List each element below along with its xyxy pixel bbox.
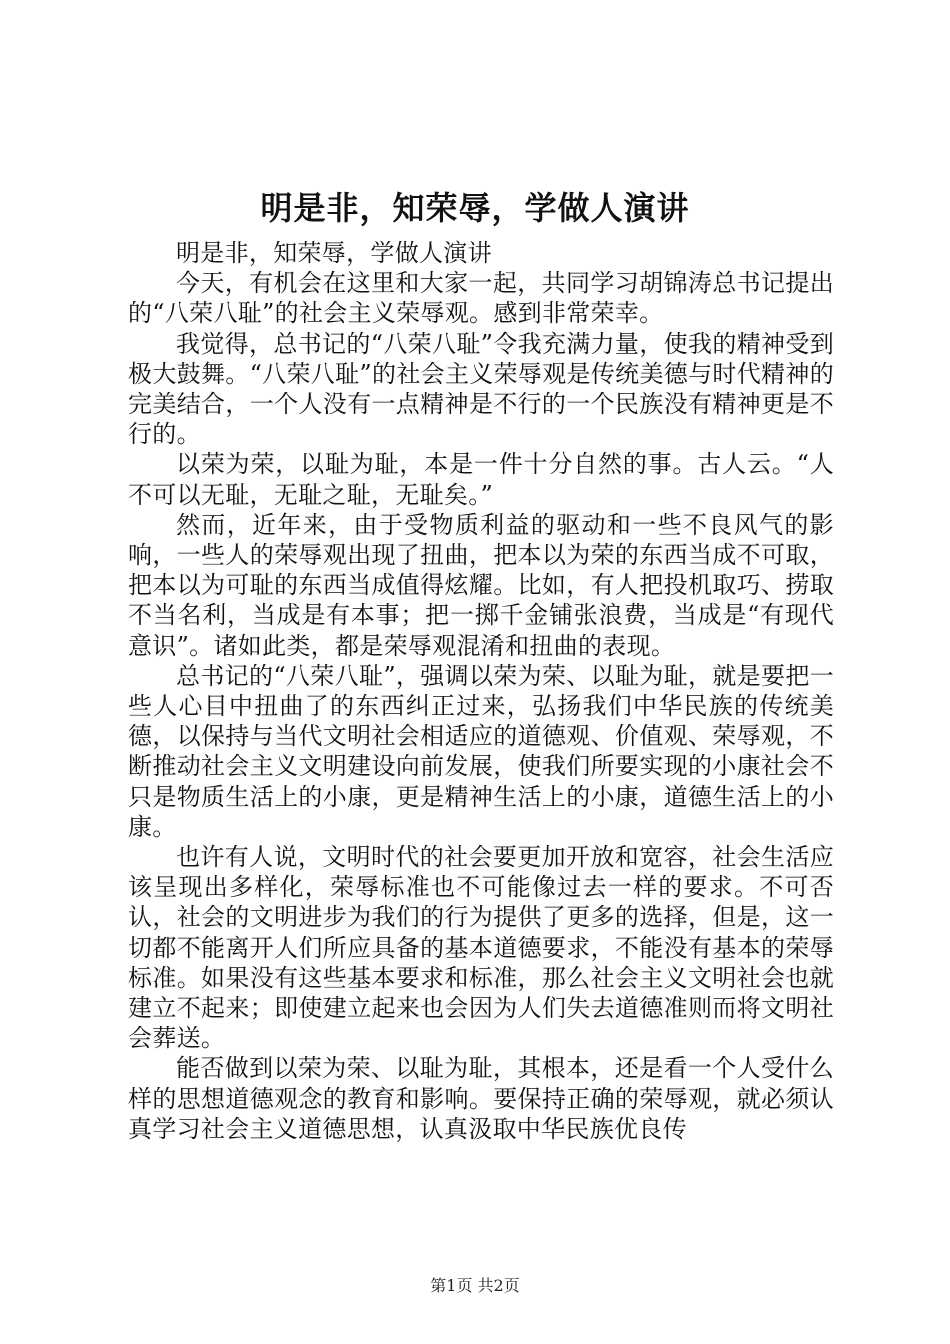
paragraph: 然而，近年来，由于受物质利益的驱动和一些不良风气的影响，一些人的荣辱观出现了扭曲，把本以为荣的东西当成不可取，把本以为可耻的东西当成值得炫耀。比如，有人把投机取巧、捞取不当名利，当成是有本事；把一掷千金铺张浪费，当成是“有现代意识”。诸如此类，都是荣辱观混淆和扭曲的表现。 [128,510,834,660]
paragraph: 能否做到以荣为荣、以耻为耻，其根本，还是看一个人受什么样的思想道德观念的教育和影响。要保持正确的荣辱观，就必须认真学习社会主义道德思想，认真汲取中华民族优良传 [128,1054,834,1143]
paragraph: 也许有人说，文明时代的社会要更加开放和宽容，社会生活应该呈现出多样化，荣辱标准也不可能像过去一样的要求。不可否认，社会的文明进步为我们的行为提供了更多的选择，但是，这一切都不能离开人们所应具备的基本道德要求，不能没有基本的荣辱标准。如果没有这些基本要求和标准，那么社会主义文明社会也就建立不起来；即使建立起来也会因为人们失去道德准则而将文明社会葬送。 [128,843,834,1053]
paragraph: 以荣为荣，以耻为耻，本是一件十分自然的事。古人云。“人不可以无耻，无耻之耻，无耻矣。” [128,450,834,509]
document-title: 明是非，知荣辱，学做人演讲 [260,189,690,227]
page-number-footer: 第1页 共2页 [430,1276,520,1295]
document-body [128,238,834,1144]
paragraph: 今天，有机会在这里和大家一起，共同学习胡锦涛总书记提出的“八荣八耻”的社会主义荣辱观。感到非常荣幸。 [128,269,834,328]
paragraph: 我觉得，总书记的“八荣八耻”令我充满力量，使我的精神受到极大鼓舞。“八荣八耻”的社会主义荣辱观是传统美德与时代精神的完美结合，一个人没有一点精神是不行的一个民族没有精神更是不行的。 [128,329,834,449]
paragraph: 总书记的“八荣八耻”，强调以荣为荣、以耻为耻，就是要把一些人心目中扭曲了的东西纠正过来，弘扬我们中华民族的传统美德，以保持与当代文明社会相适应的道德观、价值观、荣辱观，不断推动社会主义文明建设向前发展，使我们所要实现的小康社会不只是物质生活上的小康，更是精神生活上的小康，道德生活上的小康。 [128,661,834,841]
paragraph: 明是非，知荣辱，学做人演讲 [176,239,492,267]
